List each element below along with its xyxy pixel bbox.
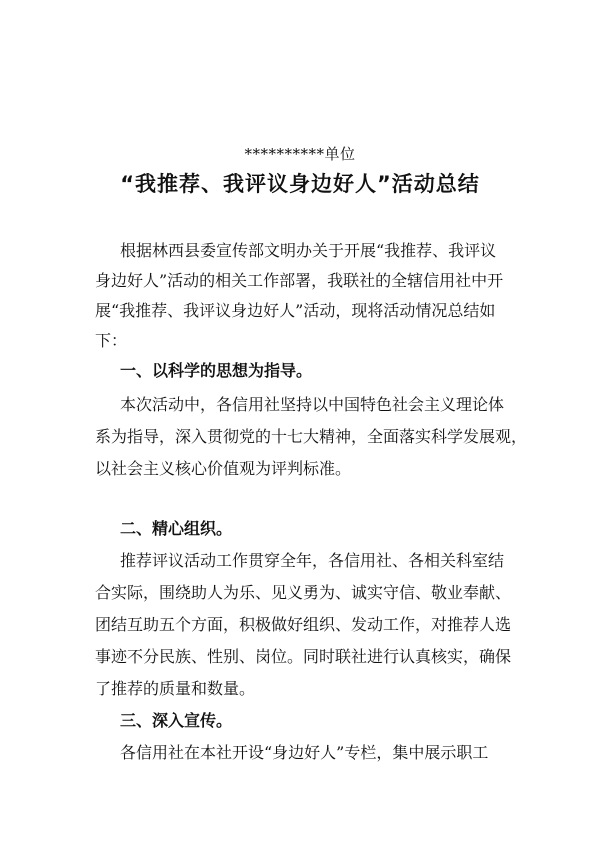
section-2-line-4: 事迹不分民族、性别、岗位。同时联社进行认真核实，确保 [95,647,512,666]
section-2-line-2: 合实际，围绕助人为乐、见义勇为、诚实守信、敬业奉献、 [95,583,512,602]
intro-line-3: 展“我推荐、我评议身边好人”活动，现将活动情况总结如 [95,301,496,320]
section-2-line-1: 推荐评议活动工作贯穿全年，各信用社、各相关科室结 [120,551,505,570]
section-2-heading: 二、精心组织。 [120,519,233,538]
unit-line: **********单位 [244,145,356,163]
section-3-line-1: 各信用社在本社开设“身边好人”专栏，集中展示职工 [120,743,489,762]
section-1-line-3: 以社会主义核心价值观为评判标准。 [95,459,352,478]
intro-line-4: 下： [95,331,128,350]
section-1-line-1: 本次活动中，各信用社坚持以中国特色社会主义理论体 [120,395,505,414]
section-3-heading: 三、深入宣传。 [120,711,233,730]
section-1-line-2: 系为指导，深入贯彻党的十七大精神，全面落实科学发展观， [95,427,528,446]
section-1-heading: 一、以科学的思想为指导。 [120,361,313,380]
document-title: “我推荐、我评议身边好人”活动总结 [120,172,480,196]
intro-line-2: 身边好人”活动的相关工作部署，我联社的全辖信用社中开 [95,271,504,290]
intro-line-1: 根据林西县委宣传部文明办关于开展“我推荐、我评议 [120,241,497,260]
section-2-line-5: 了推荐的质量和数量。 [95,679,256,698]
section-2-line-3: 团结互助五个方面，积极做好组织、发动工作，对推荐人选 [95,615,512,634]
